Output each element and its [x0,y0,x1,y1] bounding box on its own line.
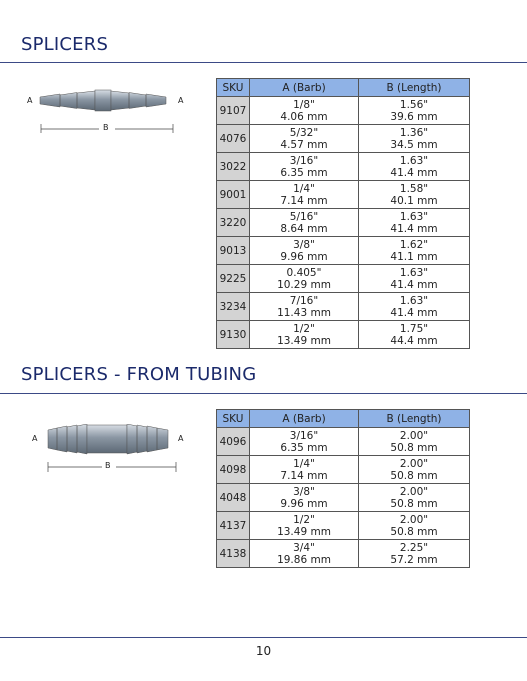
table-row [217,512,470,540]
length-inches: 1.75" [399,322,429,335]
table-row [217,97,470,125]
sku-value: 4138 [219,547,247,560]
barb-inches: 7/16" [289,294,319,307]
sku-cell [217,540,250,568]
sku-cell [217,237,250,265]
table-row [217,321,470,349]
sku-value: 3220 [219,216,247,229]
length-inches: 2.25" [399,541,429,554]
length-inches: 2.00" [399,429,429,442]
barb-mm: 4.06 mm [280,110,328,123]
splicers-spec-table [216,78,470,349]
barb-cell [250,97,359,125]
sku-cell [217,181,250,209]
length-cell [359,512,470,540]
sku-cell [217,456,250,484]
length-mm: 57.2 mm [390,553,438,566]
barb-cell [250,237,359,265]
length-cell [359,540,470,568]
length-inches: 1.63" [399,154,429,167]
length-mm: 50.8 mm [390,441,438,454]
table-row [217,209,470,237]
table-row [217,293,470,321]
length-mm: 41.4 mm [390,166,438,179]
barb-inches: 3/16" [289,154,319,167]
sku-cell [217,209,250,237]
sku-cell [217,428,250,456]
table-row [217,428,470,456]
length-mm: 34.5 mm [390,138,438,151]
footer-rule [0,637,527,638]
barb-cell [250,484,359,512]
sku-value: 9001 [219,188,247,201]
sku-value: 3234 [219,300,247,313]
splicer-diagram [25,88,195,138]
section-rule [0,393,527,394]
length-mm: 40.1 mm [390,194,438,207]
barb-mm: 10.29 mm [277,278,331,291]
length-inches: 1.56" [399,98,429,111]
length-mm: 41.1 mm [390,250,438,263]
table-row [217,456,470,484]
table-row [217,181,470,209]
barb-cell [250,209,359,237]
page-number: 10 [255,644,272,658]
sku-cell [217,293,250,321]
length-inches: 2.00" [399,513,429,526]
length-inches: 1.63" [399,210,429,223]
sku-value: 4048 [219,491,247,504]
sku-cell [217,484,250,512]
barb-inches: 1/2" [293,322,315,335]
column-header-sku: SKU [217,410,250,428]
dimension-a-right-label: A [178,96,184,105]
barb-mm: 6.35 mm [280,166,328,179]
barb-mm: 4.57 mm [280,138,328,151]
length-cell [359,456,470,484]
length-cell [359,293,470,321]
barb-mm: 6.35 mm [280,441,328,454]
barb-mm: 13.49 mm [277,334,331,347]
barb-cell [250,321,359,349]
section-title-splicers: SPLICERS [21,34,109,55]
barb-cell [250,181,359,209]
barb-inches: 0.405" [286,266,322,279]
barb-cell [250,125,359,153]
section-rule [0,62,527,63]
length-cell [359,484,470,512]
barb-inches: 5/16" [289,210,319,223]
barb-cell [250,540,359,568]
sku-value: 9130 [219,328,247,341]
table-row [217,125,470,153]
sku-cell [217,125,250,153]
splicer-from-tubing-diagram [30,424,195,476]
barb-inches: 3/16" [289,429,319,442]
barb-cell [250,456,359,484]
length-cell [359,265,470,293]
length-cell [359,428,470,456]
length-mm: 41.4 mm [390,306,438,319]
length-inches: 2.00" [399,485,429,498]
sku-value: 4076 [219,132,247,145]
sku-value: 4137 [219,519,247,532]
sku-cell [217,321,250,349]
sku-cell [217,97,250,125]
sku-cell [217,265,250,293]
length-mm: 50.8 mm [390,497,438,510]
table-row [217,153,470,181]
sku-value: 4096 [219,435,247,448]
barb-inches: 1/4" [293,182,315,195]
column-header-a: A (Barb) [250,79,359,97]
barb-mm: 9.96 mm [280,497,328,510]
barb-mm: 19.86 mm [277,553,331,566]
length-cell [359,209,470,237]
sku-cell [217,512,250,540]
splicers-from-tubing-spec-table [216,409,470,568]
sku-cell [217,153,250,181]
length-cell [359,237,470,265]
length-inches: 1.62" [399,238,429,251]
sku-value: 3022 [219,160,247,173]
barb-inches: 3/4" [293,541,315,554]
barb-cell [250,428,359,456]
barb-mm: 9.96 mm [280,250,328,263]
table-row [217,484,470,512]
column-header-a: A (Barb) [250,410,359,428]
barb-inches: 1/8" [293,98,315,111]
length-cell [359,125,470,153]
barb-mm: 13.49 mm [277,525,331,538]
table-row [217,237,470,265]
column-header-b: B (Length) [359,79,470,97]
length-inches: 1.63" [399,294,429,307]
column-header-sku: SKU [217,79,250,97]
length-mm: 44.4 mm [390,334,438,347]
length-cell [359,181,470,209]
length-mm: 50.8 mm [390,469,438,482]
length-cell [359,153,470,181]
barb-inches: 3/8" [293,238,315,251]
dimension-b-label: B [103,123,109,132]
length-mm: 50.8 mm [390,525,438,538]
barb-cell [250,153,359,181]
length-inches: 2.00" [399,457,429,470]
sku-value: 4098 [219,463,247,476]
barb-mm: 11.43 mm [277,306,331,319]
length-cell [359,97,470,125]
dimension-a-left-label: A [27,96,33,105]
barb-mm: 7.14 mm [280,469,328,482]
section-title-splicers-from-tubing: SPLICERS - FROM TUBING [21,364,257,385]
dimension-a-right-label: A [178,434,184,443]
sku-value: 9107 [219,104,247,117]
length-cell [359,321,470,349]
length-inches: 1.36" [399,126,429,139]
length-mm: 41.4 mm [390,278,438,291]
barb-cell [250,512,359,540]
length-mm: 41.4 mm [390,222,438,235]
length-inches: 1.58" [399,182,429,195]
length-mm: 39.6 mm [390,110,438,123]
barb-inches: 5/32" [289,126,319,139]
barb-cell [250,265,359,293]
column-header-b: B (Length) [359,410,470,428]
barb-inches: 3/8" [293,485,315,498]
table-row [217,265,470,293]
barb-mm: 8.64 mm [280,222,328,235]
barb-inches: 1/2" [293,513,315,526]
barb-cell [250,293,359,321]
sku-value: 9013 [219,244,247,257]
dimension-a-left-label: A [32,434,38,443]
dimension-b-label: B [105,461,111,470]
length-inches: 1.63" [399,266,429,279]
barb-inches: 1/4" [293,457,315,470]
table-row [217,540,470,568]
sku-value: 9225 [219,272,247,285]
barb-mm: 7.14 mm [280,194,328,207]
